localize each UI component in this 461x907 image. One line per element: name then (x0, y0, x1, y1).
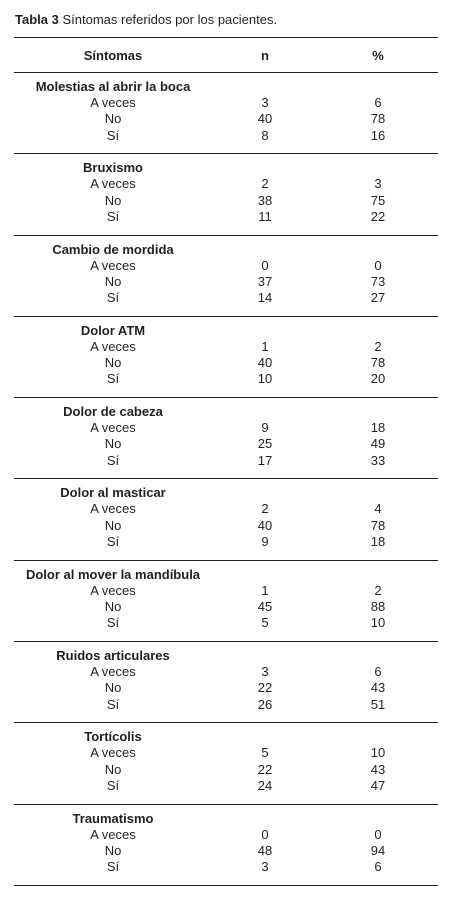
response-label: No (104, 192, 122, 208)
count-cell: 2 (261, 501, 269, 517)
symptom-group (14, 317, 438, 398)
percent-cell: 78 (370, 355, 386, 371)
response-label: No (104, 111, 122, 127)
percent-cell: 33 (370, 452, 386, 468)
table-row (14, 762, 438, 778)
symptom-title: Tortícolis (84, 729, 142, 745)
caption-text: Síntomas referidos por los pacientes. (62, 12, 278, 27)
table-row (14, 778, 438, 794)
count-cell: 3 (261, 859, 269, 875)
response-label: Sí (106, 127, 120, 143)
table-row (14, 95, 438, 111)
response-label: A veces (90, 420, 136, 436)
response-label: A veces (90, 95, 136, 110)
count-cell: 10 (257, 371, 273, 387)
symptom-title: Molestias al abrir la boca (35, 79, 191, 94)
count-cell: 8 (261, 127, 269, 143)
percent-cell: 10 (370, 615, 386, 631)
symptom-group (14, 154, 438, 235)
table-header (14, 37, 438, 73)
table-row (14, 843, 438, 859)
percent-cell: 2 (374, 582, 382, 598)
percent-cell: 43 (370, 680, 386, 696)
count-cell: 22 (257, 761, 273, 777)
symptom-title: Cambio de mordida (52, 241, 174, 257)
response-label: No (104, 680, 122, 696)
response-label: Sí (106, 208, 120, 224)
count-cell: 24 (257, 777, 273, 793)
count-cell: 9 (261, 420, 269, 436)
response-label: Sí (106, 777, 120, 793)
response-label: A veces (90, 664, 136, 680)
count-cell: 0 (261, 257, 269, 273)
symptom-group (14, 73, 438, 154)
response-label: A veces (90, 501, 136, 517)
table-row (14, 697, 438, 713)
percent-cell: 94 (370, 842, 386, 858)
table-row (14, 453, 438, 469)
header-n: n (261, 47, 269, 63)
percent-cell: 43 (370, 761, 386, 777)
percent-cell: 51 (370, 696, 386, 712)
count-cell: 45 (257, 599, 273, 615)
percent-cell: 18 (370, 420, 386, 436)
response-label: A veces (90, 338, 136, 354)
percent-cell: 88 (370, 599, 386, 615)
count-cell: 11 (258, 208, 272, 224)
count-cell: 5 (261, 745, 269, 761)
table-row (14, 274, 438, 290)
table-row (14, 664, 438, 680)
response-label: A veces (90, 745, 136, 761)
count-cell: 9 (261, 534, 269, 550)
response-label: No (104, 842, 122, 858)
percent-cell: 20 (370, 371, 386, 387)
percent-cell: 2 (374, 338, 382, 354)
response-label: A veces (90, 176, 136, 192)
percent-cell: 3 (374, 176, 382, 192)
response-label: Sí (106, 615, 120, 631)
table-row (14, 111, 438, 127)
table-row (14, 176, 438, 192)
percent-cell: 6 (374, 664, 382, 680)
response-label: Sí (106, 290, 120, 306)
table-row (14, 680, 438, 696)
percent-cell: 49 (370, 436, 386, 452)
table-row (14, 193, 438, 209)
table-caption (15, 12, 277, 28)
count-cell: 3 (261, 95, 269, 110)
table-row (14, 599, 438, 615)
table-row (14, 518, 438, 534)
percent-cell: 22 (370, 208, 386, 224)
response-label: No (104, 761, 122, 777)
table-row (14, 339, 438, 355)
count-cell: 40 (257, 111, 273, 127)
count-cell: 22 (257, 680, 273, 696)
symptom-title: Ruidos articulares (56, 648, 170, 664)
table-row (14, 501, 438, 517)
symptom-title: Dolor ATM (80, 322, 146, 338)
symptom-title: Traumatismo (72, 810, 154, 826)
symptom-group (14, 723, 438, 804)
table-row (14, 209, 438, 225)
table-row (14, 615, 438, 631)
table-row (14, 583, 438, 599)
table-row (14, 290, 438, 306)
response-label: Sí (106, 534, 120, 550)
symptom-title: Bruxismo (83, 160, 143, 176)
table-row (14, 745, 438, 761)
symptom-group (14, 236, 438, 317)
count-cell: 3 (261, 664, 269, 680)
symptom-group (14, 398, 438, 479)
count-cell: 14 (257, 290, 273, 306)
table-row (14, 420, 438, 436)
header-symptoms: Síntomas (83, 47, 143, 63)
table-row (14, 436, 438, 452)
percent-cell: 0 (374, 257, 382, 273)
percent-cell: 27 (370, 290, 386, 306)
table-row (14, 534, 438, 550)
count-cell: 1 (261, 582, 269, 598)
response-label: No (104, 355, 122, 371)
count-cell: 48 (257, 842, 273, 858)
response-label: No (104, 436, 122, 452)
response-label: A veces (90, 257, 136, 273)
symptoms-table (14, 37, 438, 886)
count-cell: 26 (257, 696, 273, 712)
table-body (14, 73, 438, 886)
percent-cell: 73 (370, 273, 386, 289)
percent-cell: 47 (370, 777, 386, 793)
response-label: No (104, 599, 122, 615)
table-row (14, 128, 438, 144)
response-label: No (104, 517, 122, 533)
response-label: A veces (90, 582, 136, 598)
percent-cell: 6 (374, 859, 382, 875)
symptom-group (14, 805, 438, 886)
header-percent: % (372, 47, 384, 63)
table-row (14, 258, 438, 274)
symptom-group (14, 479, 438, 560)
percent-cell: 16 (370, 127, 386, 143)
response-label: Sí (106, 452, 120, 468)
count-cell: 40 (257, 517, 273, 533)
response-label: Sí (106, 371, 120, 387)
response-label: A veces (90, 826, 136, 842)
count-cell: 37 (257, 273, 273, 289)
percent-cell: 4 (374, 501, 382, 517)
symptom-title: Dolor al masticar (60, 485, 166, 501)
symptom-group (14, 561, 438, 642)
caption-label: Tabla 3 (15, 12, 59, 27)
symptom-title: Dolor al mover la mandíbula (25, 566, 201, 582)
count-cell: 40 (257, 355, 273, 371)
count-cell: 5 (261, 615, 269, 631)
count-cell: 1 (261, 338, 269, 354)
response-label: No (104, 273, 122, 289)
response-label: Sí (106, 696, 120, 712)
table-row (14, 355, 438, 371)
table-row (14, 371, 438, 387)
count-cell: 2 (261, 176, 269, 192)
percent-cell: 10 (370, 745, 386, 761)
table-row (14, 827, 438, 843)
percent-cell: 6 (374, 95, 382, 110)
percent-cell: 78 (370, 517, 386, 533)
count-cell: 25 (257, 436, 273, 452)
percent-cell: 75 (370, 192, 386, 208)
percent-cell: 78 (370, 111, 386, 127)
count-cell: 0 (261, 826, 269, 842)
count-cell: 38 (257, 192, 273, 208)
response-label: Sí (106, 859, 120, 875)
table-row (14, 859, 438, 875)
symptom-group (14, 642, 438, 723)
symptom-title: Dolor de cabeza (63, 404, 163, 420)
percent-cell: 18 (370, 534, 386, 550)
percent-cell: 0 (374, 826, 382, 842)
count-cell: 17 (257, 452, 273, 468)
